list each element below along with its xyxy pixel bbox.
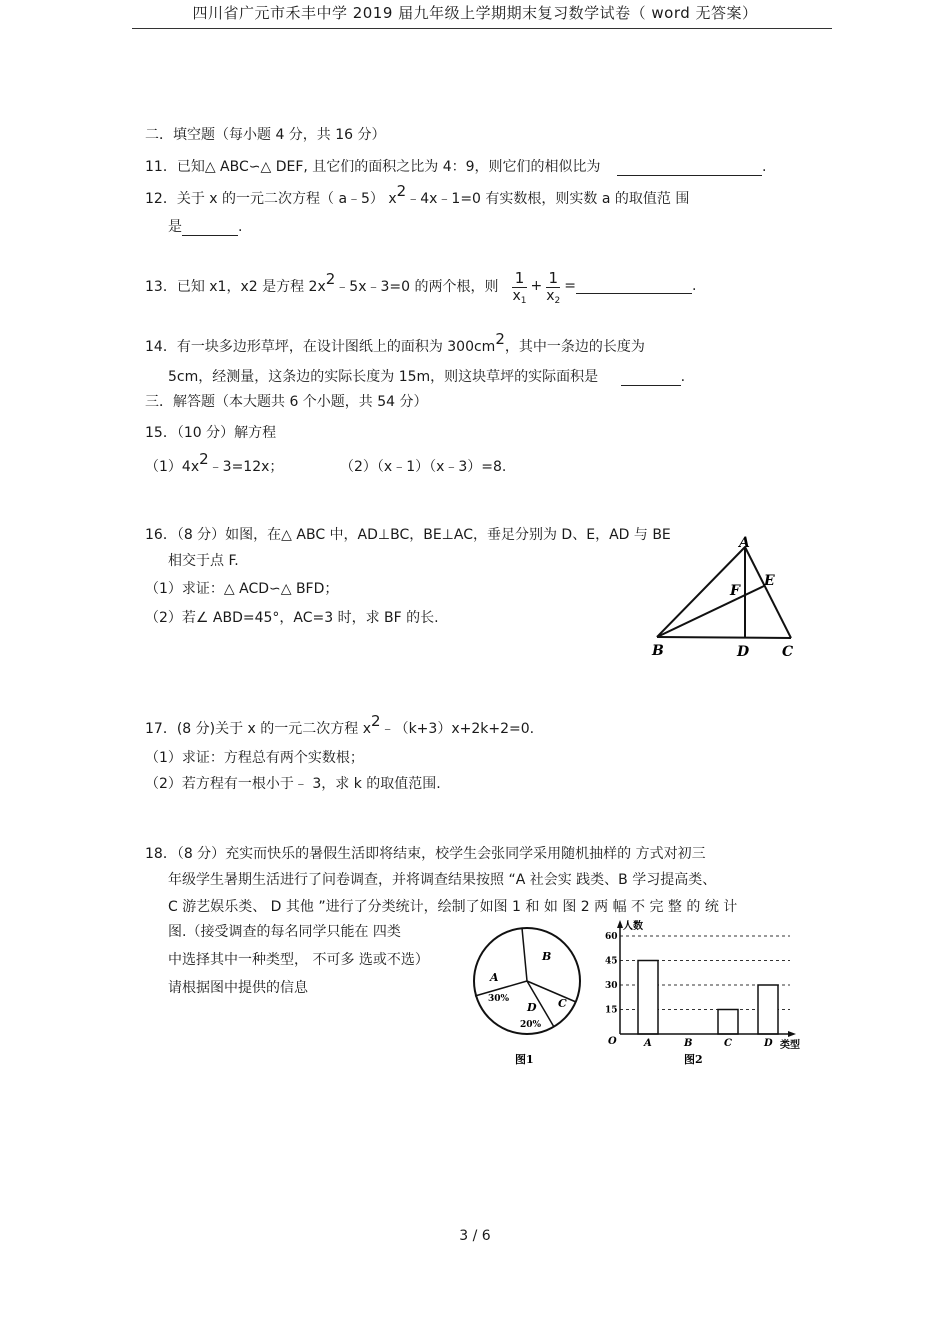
label-a: A [739,535,750,551]
q18-line1: 18．（8 分）充实而快乐的暑假生活即将结束，校学生会张同学采用随机抽样的 方式对初三 [145,846,706,862]
q13-frac1-den-x: x [512,287,521,304]
bar-chart-figure2 [604,920,810,1070]
q14-line2: 5cm，经测量，这条边的实际长度为 15m，则这块草坪的实际面积是 [168,369,599,385]
q11-end: . [762,159,767,175]
pie-divider-ab [522,928,527,981]
q13-blank [576,279,692,294]
q17-part1-proof: （1）求证：方程总有两个实数根； [145,750,364,766]
question-11 [145,156,766,176]
q17-sup: 2 [371,712,381,730]
y-tick-label-30: 30 [605,981,618,991]
q15-p1b: ﹣3=12x； [208,459,284,475]
q15-p1-sup: 2 [199,450,209,468]
q13-end: . [692,278,697,294]
pie-label-b: B [542,950,552,963]
q13-frac1-sub: 1 [520,295,527,306]
header-rule [132,28,832,29]
q15-part1 [145,450,284,476]
segment-bc [657,637,791,638]
bar-caption: 图2 [684,1053,703,1066]
q16-line2: 相交于点 F. [168,553,239,569]
x-tick-label-B: B [684,1038,693,1049]
pie-chart-figure1 [470,924,590,1070]
q18-line3: C 游艺娱乐类、 D 其他 ”进行了分类统计，绘制了如图 1 和 如 图 2 两 幅 不 完 整 的 统 计 [168,899,738,915]
q14-part1: 14．有一块多边形草坪，在设计图纸上的面积为 300cm [145,339,496,355]
q14-part2: ，其中一条边的长度为 [504,339,645,355]
question-14-line2 [168,366,685,386]
label-f: F [730,583,740,599]
q16-part1: （1）求证：△ ACD∽△ BFD； [145,581,339,597]
question-13 [145,262,696,310]
y-tick-label-15: 15 [605,1005,618,1016]
bar-C [718,1010,738,1035]
section2-heading: 二．填空题（每小题 4 分，共 16 分） [145,127,386,143]
page-header: 四川省广元市禾丰中学 2019 届九年级上学期期末复习数学试卷（ word 无答案） [192,4,758,22]
bar-categories [643,1038,773,1049]
q13-sup: 2 [325,270,336,288]
q17-part2-range: （2）若方程有一根小于﹣ 3，求 k 的取值范围. [145,776,441,792]
x-axis-label: 类型 [780,1040,800,1051]
q15-p1a: （1）4x [145,459,200,475]
q12-part1: 12．关于 x 的一元二次方程（ a﹣5） x [145,191,397,207]
q13-frac2-sub: 2 [554,295,561,306]
q12-blank [182,221,238,236]
q16-part2: （2）若∠ ABD=45°，AC=3 时，求 BF 的长. [145,610,439,626]
q12-line2a: 是 [168,219,182,235]
question-14 [145,330,645,356]
q13-frac1-den [512,288,526,304]
q15-title: 15．（10 分）解方程 [145,425,277,441]
q16-line1: 16．（8 分）如图，在△ ABC 中，AD⊥BC，BE⊥AC，垂足分别为 D、E，AD 与 BE [145,527,671,543]
y-axis-label: 人数 [623,921,643,932]
label-b: B [652,643,664,659]
pie-label-a: A [490,971,499,984]
q14-blank [621,371,681,386]
q12-line2b: . [238,219,243,235]
q18-line6: 请根据图中提供的信息 [168,980,308,996]
x-axis-arrow [788,1031,796,1037]
q11-blank [617,161,762,176]
label-c: C [782,644,794,660]
y-tick-label-45: 45 [605,956,618,967]
pie-percent-a: 30% [488,994,510,1004]
q13-fraction-1 [512,269,526,304]
q18-line2: 年级学生暑期生活进行了问卷调查，并将调查结果按照 “A 社会实 践类、B 学习提高类、 [168,872,717,888]
question-12-line2 [168,216,242,236]
q13-plus: + [530,278,543,294]
q13-frac2-num: 1 [546,269,560,288]
bar-A [638,961,658,1035]
bar-ticks [605,932,618,1016]
q15-part2: （2）（x﹣1）（x﹣3）=8. [340,459,507,475]
y-tick-label-60: 60 [605,932,618,942]
x-tick-label-D: D [764,1038,773,1049]
question-17 [145,712,535,738]
pie-percent-d: 20% [520,1020,542,1030]
q13-frac2-den [546,288,560,304]
label-d: D [737,644,750,660]
q11-text: 11．已知△ ABC∽△ DEF, 且它们的面积之比为 4：9，则它们的相似比为 [145,159,601,175]
q18-line5: 中选择其中一种类型， 不可多 选或不选） [168,952,429,968]
q13-eq: = [564,278,577,294]
pie-label-d: D [527,1001,537,1014]
page-number: 3 / 6 [459,1228,491,1244]
q14-sup: 2 [495,330,505,348]
x-tick-label-C: C [724,1038,732,1049]
label-e: E [764,573,775,589]
section3-heading: 三．解答题（本大题共 6 个小题，共 54 分） [145,394,428,410]
pie-divider-cb [527,981,576,1002]
q18-line4: 图.（接受调查的每名同学只能在 四类 [168,924,401,940]
bar-bars [638,961,778,1035]
origin-label: O [608,1036,617,1047]
q12-sup: 2 [396,182,407,200]
q13-frac2-den-x: x [546,287,555,304]
pie-caption: 图1 [515,1053,534,1066]
x-tick-label-A: A [644,1038,652,1049]
pie-label-c: C [558,997,567,1010]
segment-be [657,586,764,637]
bar-D [758,985,778,1034]
q17-part2: ﹣（k+3）x+2k+2=0. [380,721,535,737]
q17-part1: 17．(8 分)关于 x 的一元二次方程 x [145,721,372,737]
question-12 [145,182,690,208]
q13-part2: ﹣5x﹣3=0 的两个根，则 [335,279,499,295]
q14-end: . [680,369,686,385]
q13-fraction-2 [546,269,560,304]
q13-part1: 13．已知 x1，x2 是方程 2x [145,279,326,295]
q12-part2: ﹣4x﹣1=0 有实数根，则实数 a 的取值范 围 [406,191,690,207]
q13-frac1-num: 1 [512,269,526,288]
triangle-figure [640,532,810,666]
